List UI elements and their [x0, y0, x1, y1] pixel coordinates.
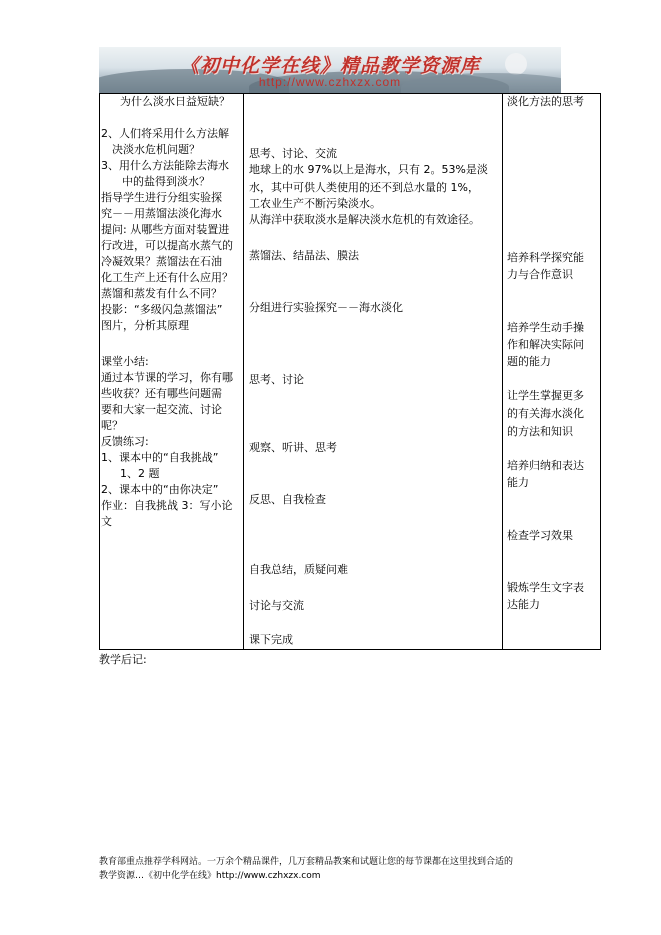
- table-line: 淡化方法的思考: [507, 95, 584, 108]
- banner-url[interactable]: http://www.czhxzx.com: [258, 75, 402, 89]
- table-line: 的有关海水淡化: [507, 407, 584, 420]
- table-line: 文: [101, 515, 112, 528]
- table-line: 1、课本中的“自我挑战”: [101, 451, 219, 464]
- table-line: 化工生产上还有什么应用？: [101, 271, 233, 284]
- banner-title: 《初中化学在线》精品教学资源库: [179, 55, 480, 77]
- table-line: 培养学生动手操: [507, 321, 584, 334]
- table-line: 究－－用蒸馏法淡化海水: [101, 207, 222, 220]
- table-line: 蒸馏法、结晶法、膜法: [249, 249, 359, 262]
- table-line: 让学生掌握更多: [507, 389, 584, 402]
- table-line: 分组进行实验探究－－海水淡化: [249, 301, 403, 314]
- student-activity-column: [244, 94, 502, 649]
- footer-line[interactable]: 教学资源…《初中化学在线》http://www.czhxzx.com: [99, 871, 321, 881]
- table-line: 培养科学探究能: [507, 251, 584, 264]
- teacher-activity-column: [100, 94, 243, 649]
- design-intent-column: [503, 94, 600, 649]
- lesson-plan-table: [99, 93, 601, 650]
- table-line: 课堂小结:: [101, 355, 149, 368]
- teacher-activity-cell: [100, 94, 244, 650]
- table-line: 思考、讨论: [249, 373, 304, 386]
- table-line: 呢？: [101, 419, 123, 432]
- table-line: 决淡水危机问题？: [112, 143, 200, 156]
- table-line: 要和大家一起交流、讨论: [101, 403, 222, 416]
- table-line: 检查学习效果: [507, 529, 573, 542]
- table-line: 题的能力: [507, 355, 551, 368]
- table-line: 2、课本中的“由你决定”: [101, 483, 219, 496]
- table-line: 1、2 题: [120, 467, 160, 480]
- table-line: 冷凝效果？蒸馏法在石油: [101, 255, 222, 268]
- table-line: 为什么淡水日益短缺？: [120, 95, 230, 108]
- table-line: 反思、自我检查: [249, 493, 326, 506]
- table-line: 投影：“多级闪急蒸馏法”: [101, 303, 223, 316]
- table-line: 地球上的水 97%以上是海水，只有 2。53%是淡: [249, 163, 488, 176]
- table-line: 自我总结，质疑问难: [249, 563, 348, 576]
- table-line: 作业：自我挑战 3：写小论: [101, 499, 233, 512]
- table-line: 水，其中可供人类使用的还不到总水量的 1%，: [249, 181, 479, 194]
- table-line: 行改进，可以提高水蒸气的: [101, 239, 233, 252]
- table-line: 从海洋中获取淡水是解决淡水危机的有效途径。: [249, 213, 480, 226]
- table-line: 反馈练习:: [101, 435, 149, 448]
- table-line: 力与合作意识: [507, 268, 573, 281]
- table-line: 蒸馏和蒸发有什么不同？: [101, 287, 222, 300]
- table-line: 中的盐得到淡水？: [122, 175, 210, 188]
- table-line: 作和解决实际问: [507, 338, 584, 351]
- table-line: 能力: [507, 476, 529, 489]
- table-line: 工农业生产不断污染淡水。: [249, 197, 381, 210]
- page-footer: [99, 855, 513, 883]
- table-line: 的方法和知识: [507, 425, 573, 438]
- footer-line: 教育部重点推荐学科网站。一万余个精品课件，几万套精品教案和试题让您的每节课都在这里找到合适的: [99, 857, 514, 867]
- table-line: 达能力: [507, 598, 540, 611]
- table-line: 课下完成: [249, 633, 293, 646]
- header-banner: [99, 47, 561, 93]
- design-intent-cell: [503, 94, 601, 650]
- table-line: 3、用什么方法能除去海水: [101, 159, 229, 172]
- student-activity-cell: [244, 94, 503, 650]
- teaching-afterword-label: 教学后记:: [99, 653, 147, 666]
- table-line: 观察、听讲、思考: [249, 441, 337, 454]
- table-line: 讨论与交流: [249, 599, 304, 612]
- table-line: 培养归纳和表达: [507, 459, 584, 472]
- table-line: 图片，分析其原理: [101, 319, 189, 332]
- table-line: 2、人们将采用什么方法解: [101, 127, 229, 140]
- table-line: 通过本节课的学习，你有哪: [101, 371, 233, 384]
- table-line: 锻炼学生文字表: [507, 581, 584, 594]
- table-line: 指导学生进行分组实验探: [101, 191, 222, 204]
- table-line: 思考、讨论、交流: [249, 147, 337, 160]
- table-line: 些收获？还有哪些问题需: [101, 387, 222, 400]
- table-line: 提问: 从哪些方面对装置进: [101, 223, 230, 236]
